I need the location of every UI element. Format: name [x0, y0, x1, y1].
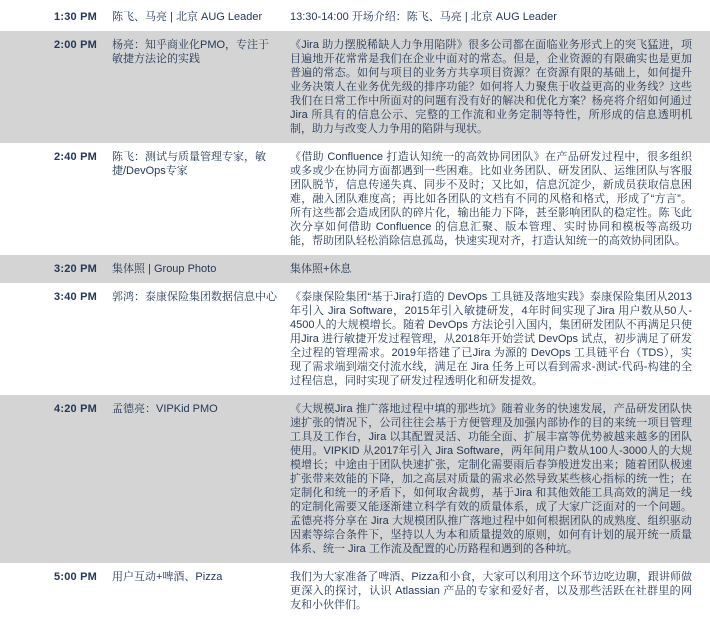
agenda-description: 我们为大家准备了啤酒、Pizza和小食，大家可以利用这个环节边吃边聊，跟讲师做更深入的探讨，认识 Atlassian 产品的专家和爱好者，以及那些活跃在社群里的网友和小伙伴们。 [290, 571, 692, 611]
agenda-row [0, 395, 710, 563]
agenda-time: 2:40 PM [54, 151, 97, 163]
agenda-time: 5:00 PM [54, 571, 97, 583]
agenda-description: 《Jira 助力摆脱稀缺人力争用陷阱》很多公司都在面临业务形式上的突飞猛进，项目遍地开花常常是我们在企业中面对的常态。但是，企业资源的有限确实也是更加普遍的常态。如何与项目的业务方共享项目资源？在资源有限的基础上，如何提升业务决策人在业务优先级的排序功能？如何将人力聚焦于收益更高的业务线？这些我们在日常工作中所面对的问题有没有好的解决和优化方案？杨亮将介绍如何通过Jira 所具有的信息公示、完整的工作流和业务定制等特性，所形成的信息透明机制，助力与改变人力争用的陷阱与现状。 [290, 39, 692, 135]
agenda-row [0, 143, 710, 255]
agenda-speaker: 郭鸿：泰康保险集团数据信息中心 [112, 291, 277, 303]
agenda-speaker: 陈飞、马亮 | 北京 AUG Leader [112, 11, 263, 23]
agenda-row [0, 3, 710, 31]
agenda-row [0, 31, 710, 143]
agenda-speaker: 陈飞：测试与质量管理专家，敏捷/DevOps专家 [112, 151, 266, 177]
agenda-description: 《大规模Jira 推广落地过程中填的那些坑》随着业务的快速发展，产品研发团队快速扩张的情况下，公司往往会基于方便管理及加强内部协作的目的来统一项目管理工具及工作台，Jira 以其配置灵活、功能全面、扩展丰富等优势被越来越多的团队使用。VIPKID 从2017年引入 Jira Software，两年间用户数从100人-3000人的大规模增长；中途由于团队快速扩张，定制化需要雨后春笋般迸发出来；随着团队极速扩张带来效能的下降，加之高层对质量的需求必然导致某些核心指标的统一性；在定制化和统一的矛盾下，如何取舍裁剪，基于Jira 和其他效能工具高效的满足一线的定制化需要又能逐渐建立科学有效的质量体系，成了大家广泛面对的一个问题。孟德亮将分享在 Jira 大规模团队推广落地过程中如何根据团队的成熟度、组织驱动因素等综合条件下，坚持以人为本和质量提效的原则，如何有计划的展开统一质量体系、统一 Jira 工作流及配置的心历路程和遇到的各种坑。 [290, 403, 692, 555]
agenda-speaker: 孟德亮：VIPKid PMO [112, 403, 218, 415]
agenda-time: 3:40 PM [54, 291, 97, 303]
agenda-speaker: 用户互动+啤酒、Pizza [112, 571, 223, 583]
agenda-row [0, 563, 710, 619]
agenda-row [0, 255, 710, 283]
agenda-speaker: 杨亮：知乎商业化PMO，专注于敏捷方法论的实践 [112, 39, 270, 65]
agenda-description: 13:30-14:00 开场介绍：陈飞、马亮 | 北京 AUG Leader [290, 11, 557, 23]
agenda-description: 《借助 Confluence 打造认知统一的高效协同团队》在产品研发过程中，很多组织或多或少在协同方面都遇到一些困难。比如业务团队、研发团队、运维团队与客服团队脱节，信息传递失真、同步不及时；又比如，信息沉淀少，新成员获取信息困难，融入团队难度高；再比如各团队的文档有不同的风格和格式，形成了“方言”。所有这些都会造成团队的碎片化，输出能力下降，甚至影响团队的稳定性。陈飞此次分享如何借助 Confluence 的信息汇聚、版本管理、实时协同和模板等高级功能，帮助团队轻松消除信息孤岛，快速实现对齐，打造认知统一的高效协同团队。 [290, 151, 692, 247]
agenda-time: 2:00 PM [54, 39, 97, 51]
agenda-description: 《泰康保险集团“基于Jira打造的 DevOps 工具链及落地实践》泰康保险集团从2013年引入 Jira Software，2015年引入敏捷研发，4年时间实现了Jira 用户数从50人- 4500人的大规模增长。随着 DevOps 方法论引入国内，集团研发团队不再满足只使用Jira 进行敏捷开发过程管理，从2018年开始尝试 DevOps 试点，初步满足了研发全过程的管理需求。2019年搭建了已Jira 为源的 DevOps 工具链平台（TDS），实现了需求端到端交付流水线，满足在 Jira 任务上可以看到需求-测试-代码-构建的全过程信息，同时实现了研发过程透明化和研发提效。 [290, 291, 692, 387]
agenda-time: 1:30 PM [54, 11, 97, 23]
agenda-speaker: 集体照 | Group Photo [112, 263, 217, 275]
agenda-time: 4:20 PM [54, 403, 97, 415]
agenda-row [0, 283, 710, 395]
agenda-description: 集体照+休息 [290, 263, 352, 275]
agenda-time: 3:20 PM [54, 263, 97, 275]
